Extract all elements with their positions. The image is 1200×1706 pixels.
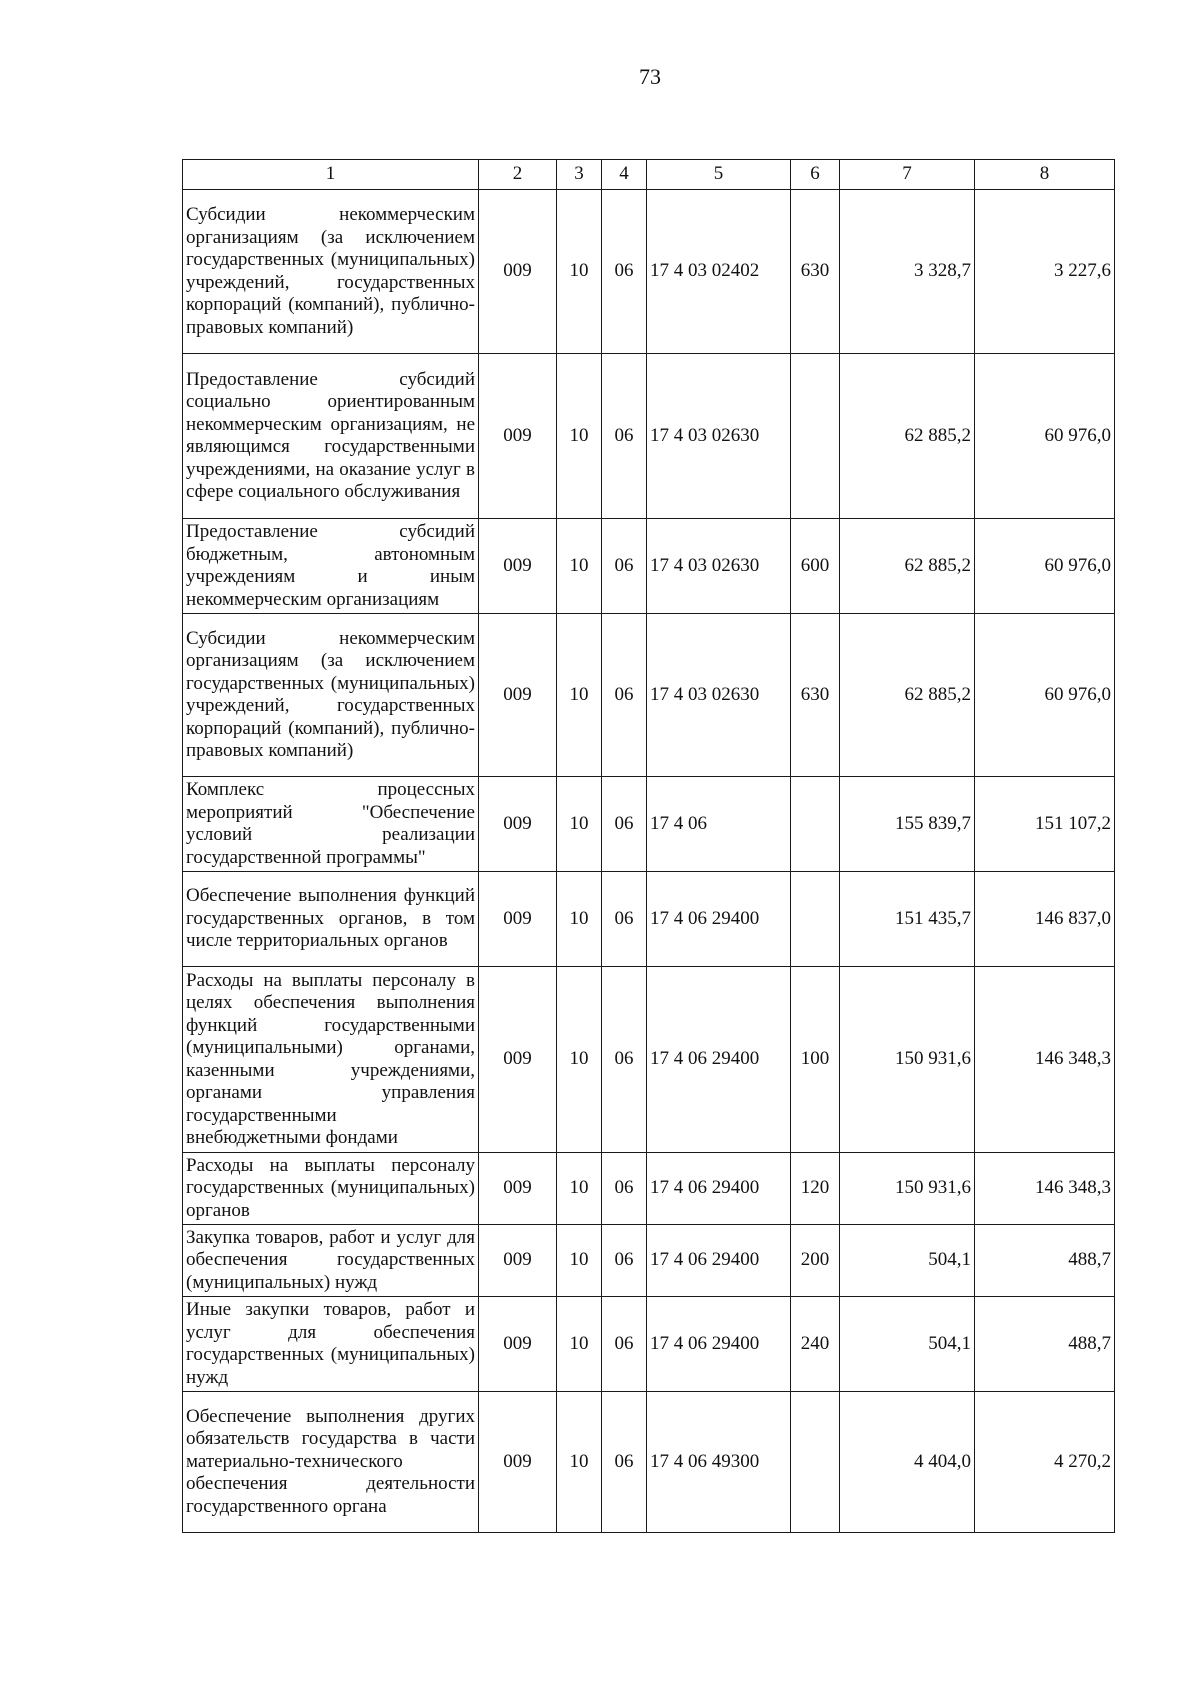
expense-name-cell: Субсидии некоммерческим организациям (за исключением государственных (муниципальных) учреждений, государственных корпораций (компаний), публично-правовых компаний) xyxy=(183,614,479,777)
ministry-code-cell: 009 xyxy=(479,1225,557,1297)
budget-table xyxy=(182,159,1115,1533)
subsection-code-cell: 06 xyxy=(602,190,647,354)
table-row xyxy=(183,519,1115,614)
ministry-code-cell: 009 xyxy=(479,872,557,967)
expense-name-cell: Расходы на выплаты персоналу государственных (муниципальных) органов xyxy=(183,1153,479,1225)
header-cell-4: 4 xyxy=(602,160,647,190)
amount-col7-cell: 155 839,7 xyxy=(840,777,975,872)
ministry-code-cell: 009 xyxy=(479,614,557,777)
section-code-cell: 10 xyxy=(557,190,602,354)
amount-col7-cell: 62 885,2 xyxy=(840,614,975,777)
expense-type-cell: 240 xyxy=(791,1297,840,1392)
subsection-code-cell: 06 xyxy=(602,614,647,777)
table-row xyxy=(183,777,1115,872)
subsection-code-cell: 06 xyxy=(602,967,647,1153)
expense-type-cell: 630 xyxy=(791,614,840,777)
expense-name-cell: Обеспечение выполнения функций государственных органов, в том числе территориальных органов xyxy=(183,872,479,967)
target-article-cell: 17 4 03 02402 xyxy=(647,190,791,354)
table-row xyxy=(183,1297,1115,1392)
page-number: 73 xyxy=(639,64,661,89)
target-article-cell: 17 4 06 29400 xyxy=(647,1153,791,1225)
amount-col7-cell: 62 885,2 xyxy=(840,354,975,519)
ministry-code-cell: 009 xyxy=(479,190,557,354)
ministry-code-cell: 009 xyxy=(479,777,557,872)
table-row xyxy=(183,967,1115,1153)
amount-col7-cell: 151 435,7 xyxy=(840,872,975,967)
subsection-code-cell: 06 xyxy=(602,777,647,872)
section-code-cell: 10 xyxy=(557,777,602,872)
expense-type-cell xyxy=(791,872,840,967)
ministry-code-cell: 009 xyxy=(479,1297,557,1392)
amount-col8-cell: 146 348,3 xyxy=(975,1153,1115,1225)
subsection-code-cell: 06 xyxy=(602,1392,647,1533)
section-code-cell: 10 xyxy=(557,354,602,519)
amount-col7-cell: 150 931,6 xyxy=(840,1153,975,1225)
target-article-cell: 17 4 06 29400 xyxy=(647,1225,791,1297)
amount-col8-cell: 3 227,6 xyxy=(975,190,1115,354)
amount-col8-cell: 488,7 xyxy=(975,1297,1115,1392)
amount-col8-cell: 488,7 xyxy=(975,1225,1115,1297)
target-article-cell: 17 4 06 29400 xyxy=(647,967,791,1153)
amount-col7-cell: 504,1 xyxy=(840,1225,975,1297)
expense-type-cell: 630 xyxy=(791,190,840,354)
section-code-cell: 10 xyxy=(557,1392,602,1533)
target-article-cell: 17 4 06 29400 xyxy=(647,872,791,967)
expense-name-cell: Комплекс процессных мероприятий "Обеспечение условий реализации государственной программы" xyxy=(183,777,479,872)
target-article-cell: 17 4 06 49300 xyxy=(647,1392,791,1533)
amount-col8-cell: 4 270,2 xyxy=(975,1392,1115,1533)
expense-name-cell: Закупка товаров, работ и услуг для обеспечения государственных (муниципальных) нужд xyxy=(183,1225,479,1297)
subsection-code-cell: 06 xyxy=(602,1297,647,1392)
table-row xyxy=(183,872,1115,967)
expense-name-cell: Предоставление субсидий социально ориентированным некоммерческим организациям, не являющимся государственными учреждениями, на оказание услуг в сфере социального обслуживания xyxy=(183,354,479,519)
subsection-code-cell: 06 xyxy=(602,354,647,519)
ministry-code-cell: 009 xyxy=(479,1153,557,1225)
ministry-code-cell: 009 xyxy=(479,1392,557,1533)
expense-type-cell xyxy=(791,354,840,519)
target-article-cell: 17 4 06 xyxy=(647,777,791,872)
amount-col7-cell: 4 404,0 xyxy=(840,1392,975,1533)
amount-col7-cell: 150 931,6 xyxy=(840,967,975,1153)
header-cell-5: 5 xyxy=(647,160,791,190)
header-cell-1: 1 xyxy=(183,160,479,190)
header-cell-3: 3 xyxy=(557,160,602,190)
ministry-code-cell: 009 xyxy=(479,519,557,614)
header-cell-7: 7 xyxy=(840,160,975,190)
section-code-cell: 10 xyxy=(557,1153,602,1225)
amount-col8-cell: 60 976,0 xyxy=(975,519,1115,614)
expense-type-cell xyxy=(791,777,840,872)
expense-name-cell: Иные закупки товаров, работ и услуг для обеспечения государственных (муниципальных) нужд xyxy=(183,1297,479,1392)
ministry-code-cell: 009 xyxy=(479,967,557,1153)
table-row xyxy=(183,1392,1115,1533)
table-row xyxy=(183,190,1115,354)
subsection-code-cell: 06 xyxy=(602,519,647,614)
section-code-cell: 10 xyxy=(557,614,602,777)
subsection-code-cell: 06 xyxy=(602,872,647,967)
expense-type-cell: 200 xyxy=(791,1225,840,1297)
target-article-cell: 17 4 03 02630 xyxy=(647,354,791,519)
subsection-code-cell: 06 xyxy=(602,1225,647,1297)
section-code-cell: 10 xyxy=(557,519,602,614)
table-row xyxy=(183,1153,1115,1225)
target-article-cell: 17 4 06 29400 xyxy=(647,1297,791,1392)
expense-type-cell: 120 xyxy=(791,1153,840,1225)
expense-name-cell: Предоставление субсидий бюджетным, автономным учреждениям и иным некоммерческим организациям xyxy=(183,519,479,614)
table-row xyxy=(183,614,1115,777)
amount-col7-cell: 504,1 xyxy=(840,1297,975,1392)
header-cell-2: 2 xyxy=(479,160,557,190)
header-cell-6: 6 xyxy=(791,160,840,190)
subsection-code-cell: 06 xyxy=(602,1153,647,1225)
target-article-cell: 17 4 03 02630 xyxy=(647,614,791,777)
amount-col8-cell: 146 837,0 xyxy=(975,872,1115,967)
ministry-code-cell: 009 xyxy=(479,354,557,519)
section-code-cell: 10 xyxy=(557,1225,602,1297)
expense-type-cell: 600 xyxy=(791,519,840,614)
section-code-cell: 10 xyxy=(557,1297,602,1392)
target-article-cell: 17 4 03 02630 xyxy=(647,519,791,614)
table-row xyxy=(183,1225,1115,1297)
amount-col7-cell: 3 328,7 xyxy=(840,190,975,354)
expense-name-cell: Обеспечение выполнения других обязательств государства в части материально-технического обеспечения деятельности государственного органа xyxy=(183,1392,479,1533)
table-header-row xyxy=(183,160,1115,190)
header-cell-8: 8 xyxy=(975,160,1115,190)
amount-col8-cell: 146 348,3 xyxy=(975,967,1115,1153)
expense-name-cell: Субсидии некоммерческим организациям (за исключением государственных (муниципальных) учреждений, государственных корпораций (компаний), публично-правовых компаний) xyxy=(183,190,479,354)
section-code-cell: 10 xyxy=(557,872,602,967)
table-row xyxy=(183,354,1115,519)
expense-type-cell xyxy=(791,1392,840,1533)
amount-col8-cell: 151 107,2 xyxy=(975,777,1115,872)
amount-col8-cell: 60 976,0 xyxy=(975,614,1115,777)
section-code-cell: 10 xyxy=(557,967,602,1153)
amount-col8-cell: 60 976,0 xyxy=(975,354,1115,519)
expense-type-cell: 100 xyxy=(791,967,840,1153)
expense-name-cell: Расходы на выплаты персоналу в целях обеспечения выполнения функций государственными (муниципальными) органами, казенными учреждениями, органами управления государственными внебюджетными фондами xyxy=(183,967,479,1153)
amount-col7-cell: 62 885,2 xyxy=(840,519,975,614)
